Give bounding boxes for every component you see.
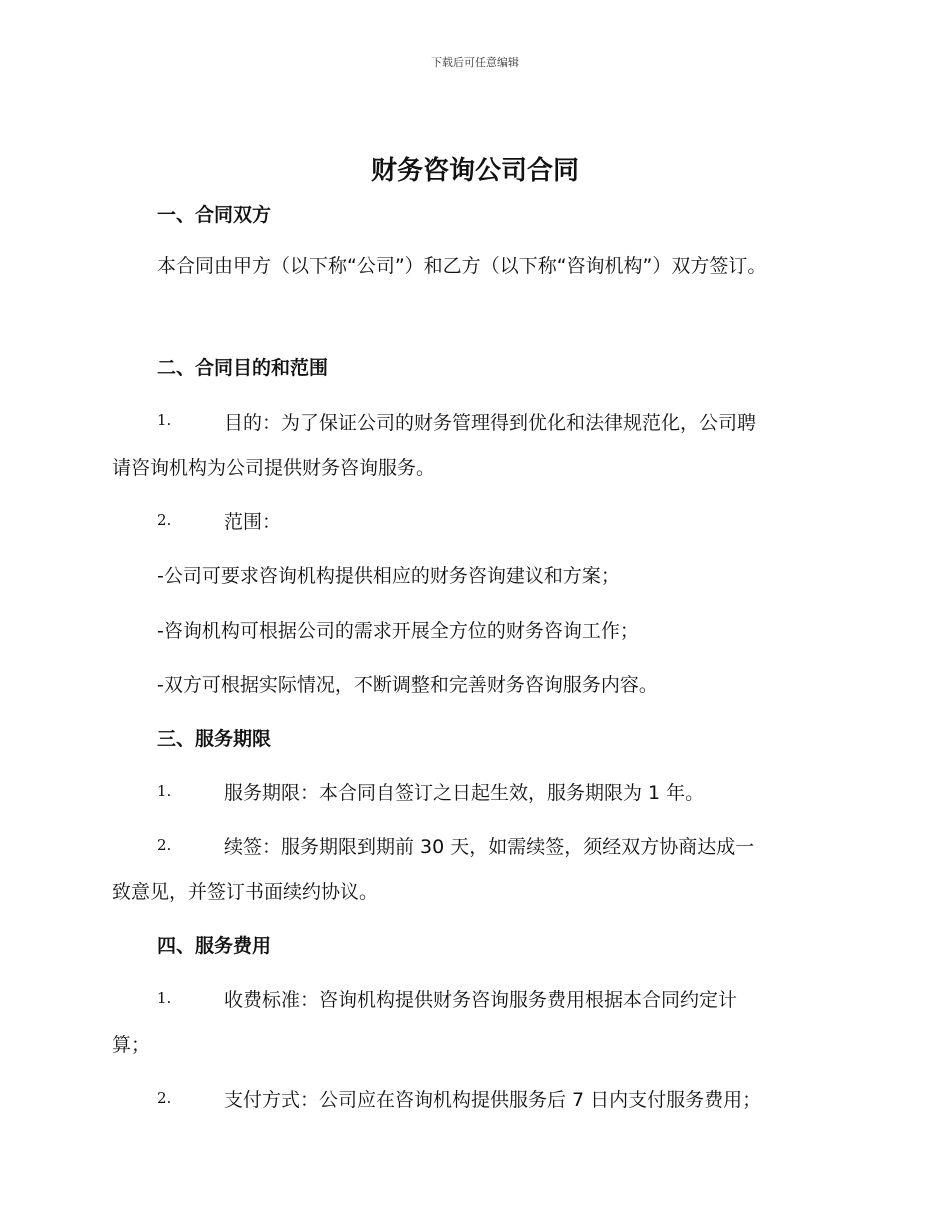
bullet-item: -双方可根据实际情况，不断调整和完善财务咨询服务内容。 [157,674,658,696]
bullet-item: -咨询机构可根据公司的需求开展全方位的财务咨询工作； [157,620,639,642]
item-text-continued: 算； [112,1034,151,1056]
item-number: 2. [157,836,172,854]
section-heading-purpose: 二、合同目的和范围 [157,357,329,379]
section-heading-fees: 四、服务费用 [157,935,272,957]
item-number: 1. [157,989,172,1007]
item-number: 1. [157,782,172,800]
document-title: 财务咨询公司合同 [370,156,579,186]
section-heading-parties: 一、合同双方 [157,204,272,226]
item-text: 服务期限：本合同自签订之日起生效，服务期限为 1 年。 [224,782,705,804]
section-heading-term: 三、服务期限 [157,728,272,750]
item-text-continued: 致意见，并签订书面续约协议。 [112,881,379,903]
section-paragraph-parties: 本合同由甲方（以下称“公司”）和乙方（以下称“咨询机构”）双方签订。 [157,255,767,277]
item-text-continued: 请咨询机构为公司提供财务咨询服务。 [112,457,436,479]
item-number: 2. [157,1089,172,1107]
item-text: 续签：服务期限到期前 30 天，如需续签，须经双方协商达成一 [224,836,755,858]
item-text: 支付方式：公司应在咨询机构提供服务后 7 日内支付服务费用； [224,1089,762,1111]
item-text: 收费标准：咨询机构提供财务咨询服务费用根据本合同约定计 [224,989,738,1011]
item-text: 目的：为了保证公司的财务管理得到优化和法律规范化，公司聘 [224,412,757,434]
item-text: 范围： [224,511,282,533]
bullet-item: -公司可要求咨询机构提供相应的财务咨询建议和方案； [157,565,620,587]
page-header-note: 下载后可任意编辑 [431,56,519,69]
item-number: 1. [157,411,172,429]
item-number: 2. [157,511,172,529]
